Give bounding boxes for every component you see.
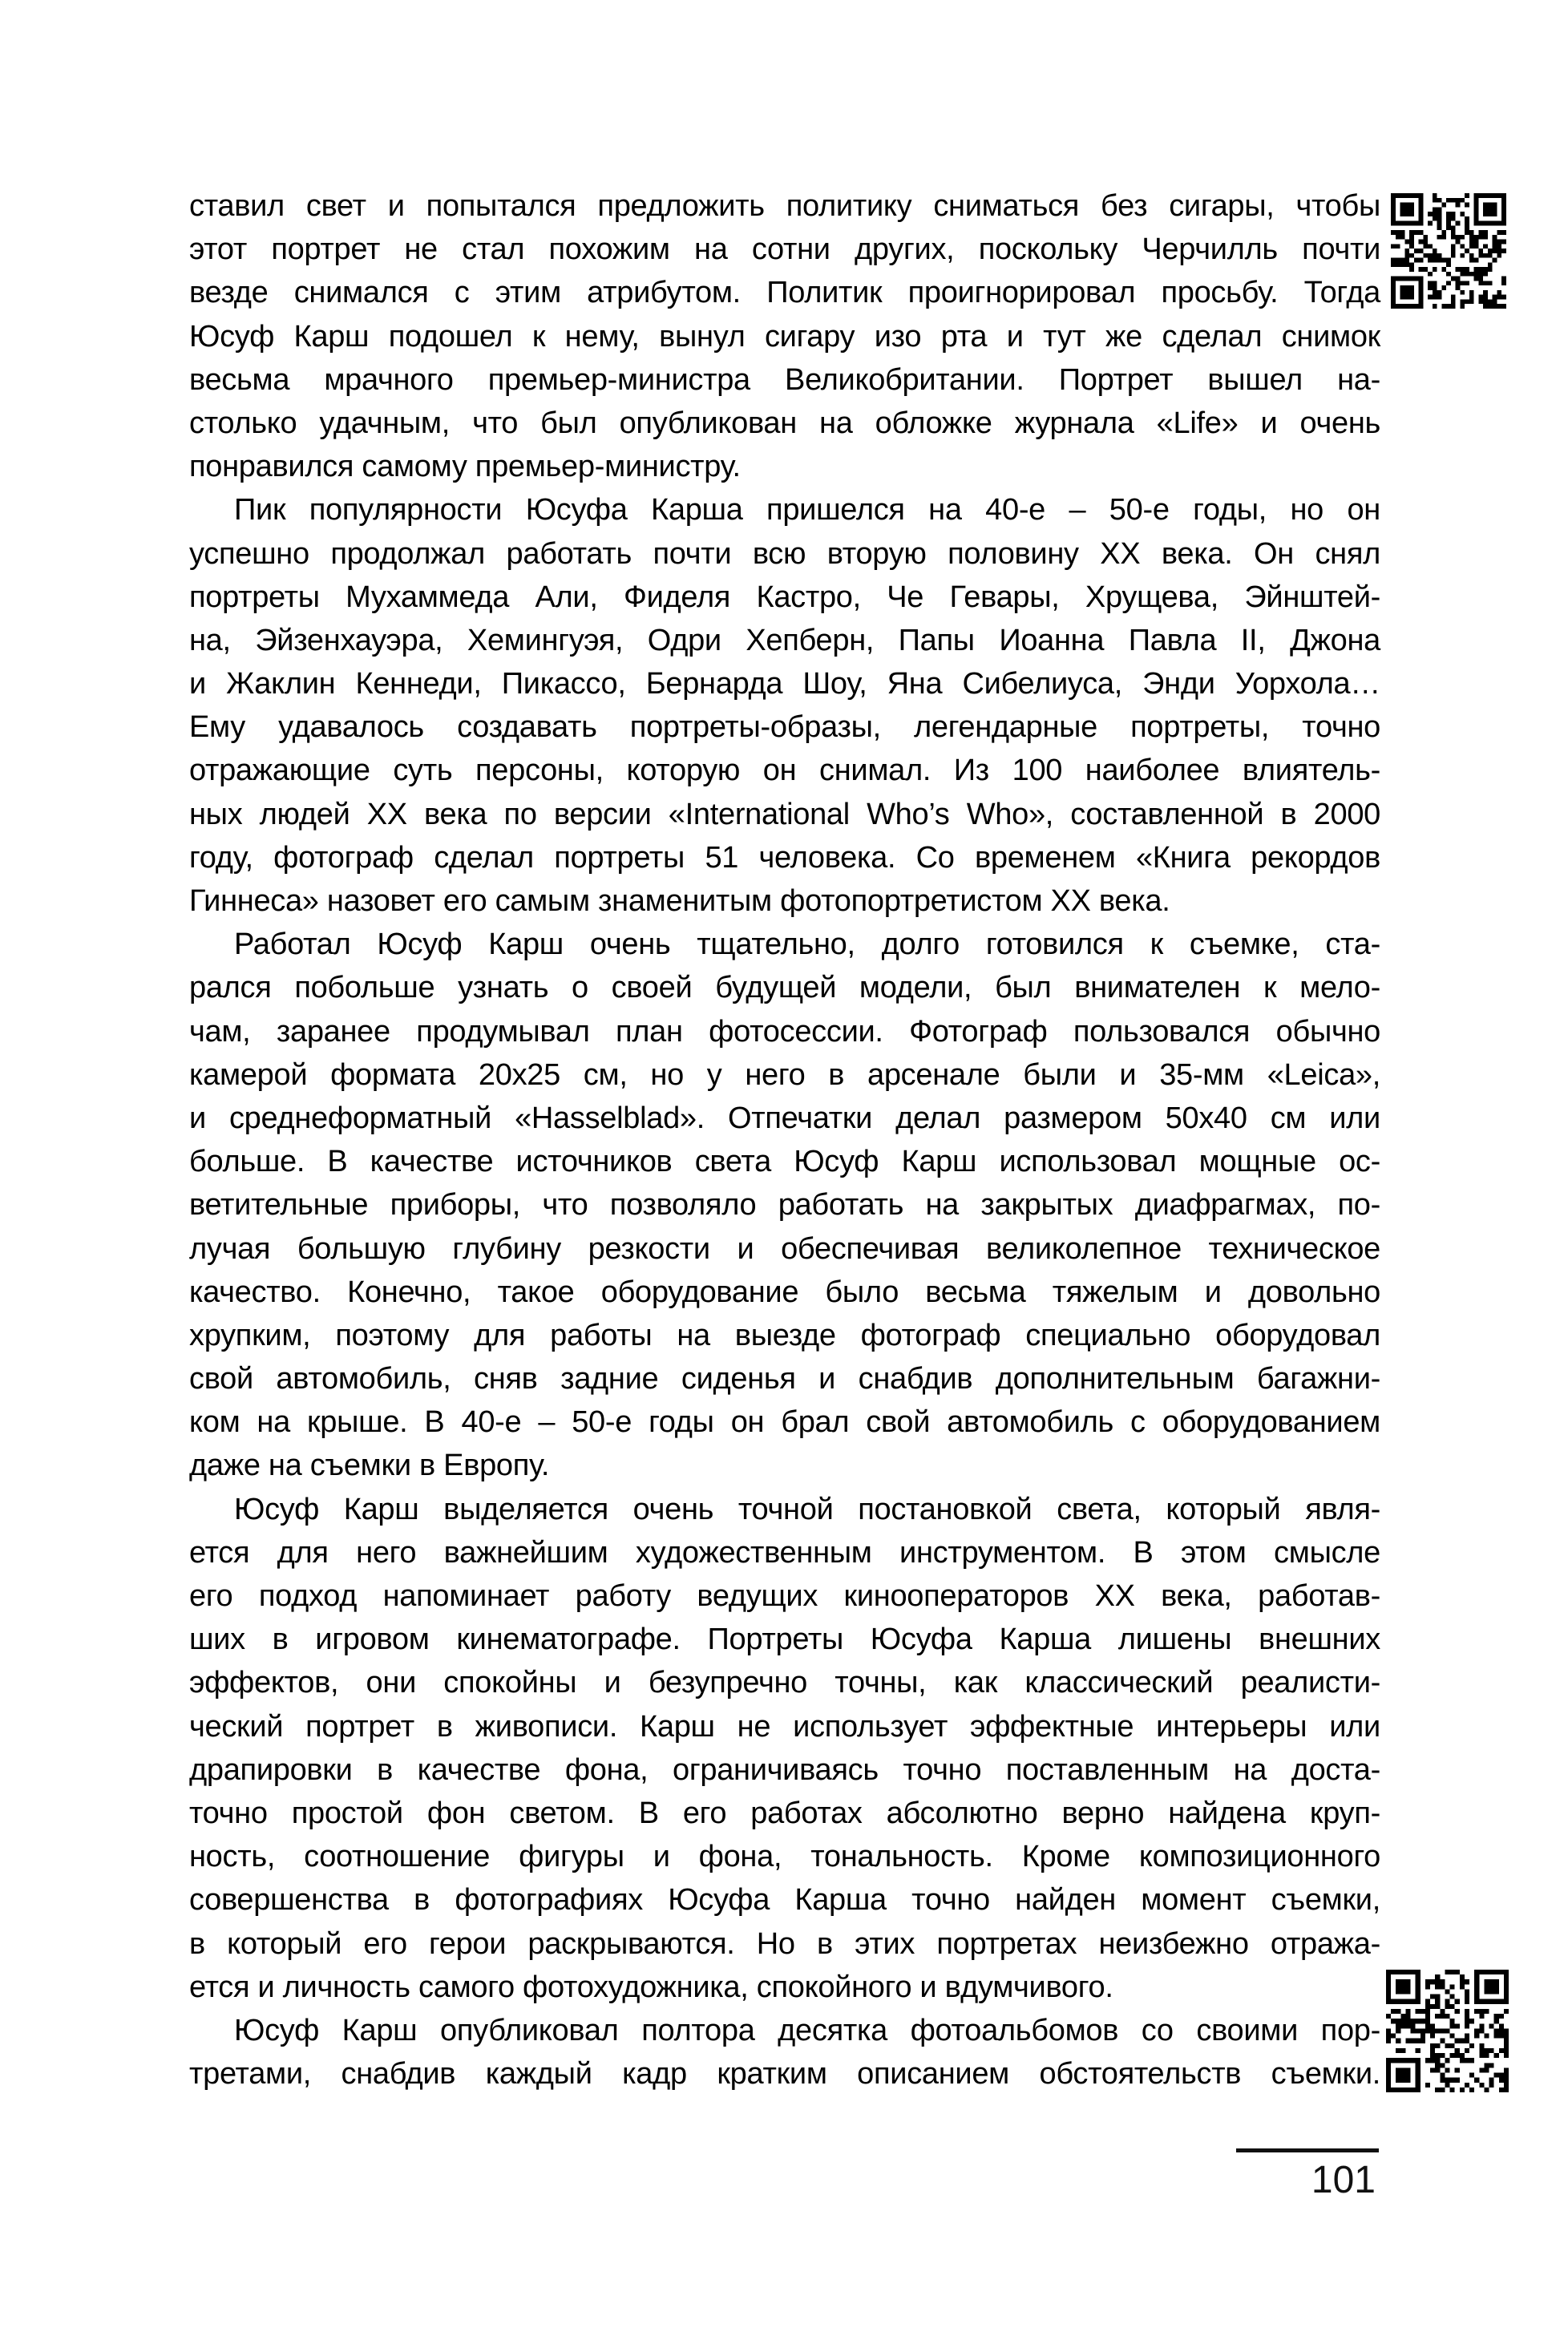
page-number: 101 — [1311, 2159, 1376, 2201]
text-line: свой автомобиль, сняв задние сиденья и снабдив дополнительным багажни- — [189, 1362, 1380, 1396]
text-line: ность, соотношение фигуры и фона, тональность. Кроме композиционного — [189, 1840, 1380, 1874]
paragraph — [189, 184, 1380, 488]
text-line: году, фотограф сделал портреты 51 человека. Со временем «Книга рекордов — [189, 840, 1380, 875]
text-line: эффектов, они спокойны и безупречно точны, как классический реалисти- — [189, 1666, 1380, 1700]
paragraph — [189, 1488, 1380, 2009]
text-line: ется и личность самого фотохудожника, спокойного и вдумчивого. — [189, 1970, 1113, 2004]
text-line: ется для него важнейшим художественным инструментом. В этом смысле — [189, 1535, 1380, 1570]
text-line: его подход напоминает работу ведущих кинооператоров XX века, работав- — [189, 1579, 1380, 1613]
text-line: Ему удавалось создавать портреты-образы, легендарные портреты, точно — [189, 710, 1380, 745]
text-line: ческий портрет в живописи. Карш не использует эффектные интерьеры или — [189, 1709, 1380, 1744]
text-line: точно простой фон светом. В его работах абсолютно верно найдена круп- — [189, 1796, 1380, 1830]
text-line: больше. В качестве источников света Юсуф Карш использовал мощные ос- — [189, 1145, 1380, 1179]
text-line: отражающие суть персоны, которую он снимал. Из 100 наиболее влиятель- — [189, 754, 1380, 788]
text-line: ших в игровом кинематографе. Портреты Юсуфа Карша лишены внешних — [189, 1623, 1380, 1657]
qr-code-icon — [1386, 1970, 1509, 2092]
text-line: Гиннеса» назовет его самым знаменитым фотопортретистом XX века. — [189, 884, 1170, 918]
text-line: ставил свет и попытался предложить политику сниматься без сигары, чтобы — [189, 189, 1380, 223]
text-line: этот портрет не стал похожим на сотни других, поскольку Черчилль почти — [189, 232, 1380, 267]
text-line: ных людей XX века по версии «International Who’s Who», составленной в 2000 — [189, 797, 1380, 831]
paragraph — [189, 2009, 1380, 2096]
text-line: чам, заранее продумывал план фотосессии. Фотограф пользовался обычно — [189, 1014, 1380, 1049]
text-line: и Жаклин Кеннеди, Пикассо, Бернарда Шоу, Яна Сибелиуса, Энди Уорхола… — [189, 667, 1380, 701]
text-line: столько удачным, что был опубликован на обложке журнала «Life» и очень — [189, 406, 1380, 440]
text-line: камерой формата 20х25 см, но у него в арсенале были и 35-мм «Leica», — [189, 1057, 1380, 1092]
text-line: весьма мрачного премьер-министра Великобритании. Портрет вышел на- — [189, 362, 1380, 397]
footer-divider — [1236, 2148, 1379, 2152]
text-line: успешно продолжал работать почти всю вторую половину XX века. Он снял — [189, 536, 1380, 571]
text-line: Юсуф Карш выделяется очень точной постановкой света, который явля- — [234, 1492, 1380, 1526]
body-text — [189, 184, 1380, 2096]
text-line: понравился самому премьер-министру. — [189, 450, 741, 484]
text-line: Юсуф Карш подошел к нему, вынул сигару изо рта и тут же сделал снимок — [189, 319, 1380, 354]
text-line: портреты Мухаммеда Али, Фиделя Кастро, Че Гевары, Хрущева, Эйнштей- — [189, 580, 1380, 614]
text-line: хрупким, поэтому для работы на выезде фотограф специально оборудовал — [189, 1318, 1380, 1352]
text-line: в который его герои раскрываются. Но в этих портретах неизбежно отража- — [189, 1926, 1380, 1961]
text-line: везде снимался с этим атрибутом. Политик проигнорировал просьбу. Тогда — [189, 276, 1380, 310]
text-line: драпировки в качестве фона, ограничиваясь точно поставленным на доста- — [189, 1752, 1380, 1787]
text-line: лучая большую глубину резкости и обеспечивая великолепное техническое — [189, 1231, 1380, 1266]
text-line: качество. Конечно, такое оборудование было весьма тяжелым и довольно — [189, 1275, 1380, 1309]
text-line: ком на крыше. В 40-е – 50-е годы он брал свой автомобиль с оборудованием — [189, 1405, 1380, 1440]
paragraph — [189, 923, 1380, 1487]
qr-code-icon — [1391, 193, 1506, 309]
text-line: и среднеформатный «Hasselblad». Отпечатки делал размером 50х40 см или — [189, 1101, 1380, 1135]
text-line: рался побольше узнать о своей будущей модели, был внимателен к мело- — [189, 971, 1380, 1005]
text-line: совершенства в фотографиях Юсуфа Карша точно найден момент съемки, — [189, 1883, 1380, 1918]
text-line: Работал Юсуф Карш очень тщательно, долго готовился к съемке, ста- — [234, 928, 1380, 962]
text-line: Пик популярности Юсуфа Карша пришелся на 40-е – 50-е годы, но он — [234, 493, 1380, 527]
text-line: на, Эйзенхауэра, Хемингуэя, Одри Хепберн, Папы Иоанна Павла II, Джона — [189, 623, 1380, 657]
text-line: третами, снабдив каждый кадр кратким описанием обстоятельств съемки. — [189, 2057, 1380, 2092]
text-line: даже на съемки в Европу. — [189, 1449, 550, 1483]
text-line: ветительные приборы, что позволяло работать на закрытых диафрагмах, по- — [189, 1188, 1380, 1223]
paragraph — [189, 488, 1380, 923]
text-line: Юсуф Карш опубликовал полтора десятка фотоальбомов со своими пор- — [234, 2013, 1380, 2047]
